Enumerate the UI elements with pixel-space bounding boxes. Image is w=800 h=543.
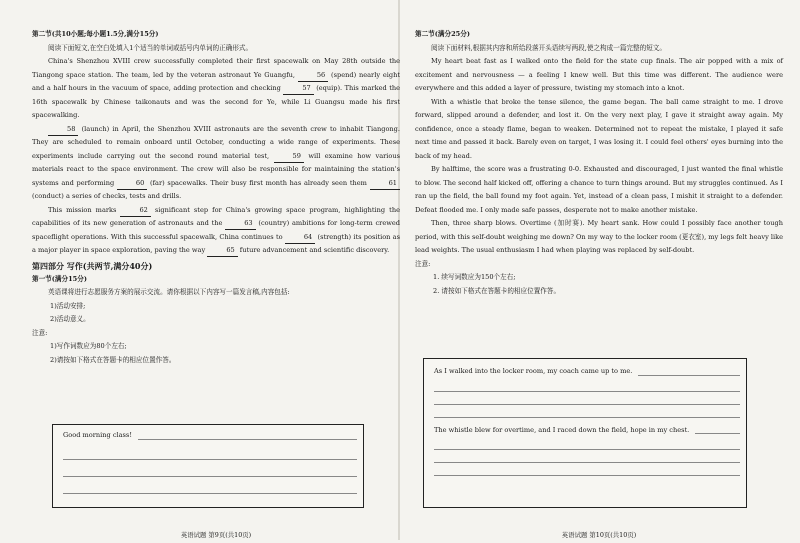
blank-number: 63 [225, 218, 255, 230]
passage-text: will examine how various materials react to the space environment. The crew will also be responsible for maintaining the station's systems and performing [32, 151, 400, 187]
blank-number: 65 [207, 245, 237, 257]
blank-number: 58 [48, 124, 78, 136]
passage-text: future advancement and scientific discovery. [237, 246, 390, 254]
passage-text: (country) ambitions for long-term crewed spaceflight operations. With this successful spacewalk, China continues to [32, 219, 400, 241]
instruction: 阅读下面材料,根据其内容和所给段落开头语续写两段,使之构成一篇完整的短文。 [431, 43, 666, 52]
answer-line [638, 375, 740, 376]
paragraph-opening-2: The whistle blew for overtime, and I raced down the field, hope in my chest. [434, 425, 690, 434]
answer-line [63, 476, 357, 477]
section-heading: 第一节(满分15分) [32, 274, 87, 283]
answer-line [138, 439, 357, 440]
answer-line [434, 417, 740, 418]
task-point: 2)活动意义。 [50, 315, 90, 323]
blank-number: 56 [298, 70, 328, 82]
task-point: 1)活动安排; [50, 301, 86, 310]
passage-text: (strength) its position as a major player in space exploration, paving the way [32, 232, 400, 254]
passage-text: China's Shenzhou XVIII crew successfully completed their first spacewalk on May 28th outside the Tiangong space station. The team, led by the veteran astronaut Ye Guangfu, [32, 57, 400, 79]
note-item: 2. 请按如下格式在答题卡的相应位置作答。 [433, 286, 561, 295]
passage-paragraph [32, 204, 400, 258]
answer-line [434, 475, 740, 476]
part-heading: 第四部分 写作(共两节,满分40分) [32, 260, 153, 271]
blank-number: 57 [283, 83, 313, 95]
section-heading: 第二节(满分25分) [415, 30, 470, 38]
blank-number: 59 [274, 151, 304, 163]
passage-text: (spend) nearly eight and a half hours in the vacuum of space, adding protection and checking [32, 70, 400, 92]
passage-paragraph [32, 55, 400, 123]
left-page [32, 28, 400, 539]
story-paragraph: Then, three sharp blows. Overtime (加时赛). My heart sank. How could I possibly face another tough period, with this self-doubt weighing me down? On my way to the locker room (更衣室), my legs felt heavy like lead weights. The usual enthusiasm I had when playing was replaced by self-doubt. [415, 219, 784, 254]
note-item: 1)写作词数应为80个左右; [50, 342, 127, 350]
answer-box [52, 424, 364, 508]
passage-text: (far) spacewalks. Their busy first month has already seen them [147, 178, 370, 187]
page-footer: 英语试题 第10页(共10页) [561, 531, 637, 539]
blank-number: 60 [117, 178, 147, 190]
answer-line [434, 391, 740, 392]
note-item: 1. 续写词数应为150个左右; [433, 273, 516, 281]
passage-text: (conduct) a series of checks, tests and drills. [32, 192, 182, 200]
answer-box [423, 358, 747, 508]
story-paragraph: With a whistle that broke the tense silence, the game began. The ball came straight to me. I drove forward, slipped around a defender, and lost it. On the very next play, I gave it straight away again. My confidence, once a steady flame, began to weaken. Determined not to repeat the mistake, I played it safe next time and passed it back. Barely even on target, I was losing it. I could feel others' eyes burning into the back of my head. [415, 97, 783, 160]
passage-text: This mission marks [48, 205, 121, 214]
passage-text: (equip). This marked the 16th spacewalk by Chinese taikonauts and was the second for Ye, while Li Guangsu made his first spacewalking. [32, 84, 400, 119]
story-paragraph: My heart beat fast as I walked onto the field for the state cup finals. The air popped with a mix of excitement and nervousness — a feeling I knew well. But this time was different. The audience were everywhere and this added a layer of pressure, twisting my stomach into a knot. [415, 57, 783, 92]
notes-label: 注意: [32, 328, 48, 337]
story-paragraph: By halftime, the score was a frustrating 0-0. Exhausted and discouraged, I just wanted the final whistle to blow. The second half kicked off, offering a chance to turn things around. But my struggles continued. As I ran up the field, the ball found my foot again. Yet, instead of a clean pass, I mishit it straight to a defender. Defeat flooded me. I only made safe passes, desperate not to make another mistake. [415, 165, 783, 214]
writing-task: 英语课将进行志愿服务方案的展示交流。请你根据以下内容写一篇发言稿,内容包括: [48, 288, 290, 296]
cloze-passage [32, 55, 400, 258]
blank-number: 61 [370, 178, 400, 190]
answer-start-sentence: Good morning class! [63, 431, 132, 439]
answer-line [434, 404, 740, 405]
answer-line [434, 462, 740, 463]
passage-paragraph [32, 123, 400, 204]
answer-line [695, 433, 740, 434]
answer-line [434, 449, 740, 450]
note-item: 2)请按如下格式在答题卡的相应位置作答。 [50, 355, 176, 364]
paragraph-opening-1: As I walked into the locker room, my coach came up to me. [434, 367, 633, 375]
blank-number: 64 [285, 232, 315, 244]
passage-text: (launch) in April, the Shenzhou XVIII astronauts are the seventh crew to inhabit Tiangong. They are scheduled to remain onboard until October, conducting a wide range of experiments. These experiments include carrying out the second round material test, [32, 124, 400, 160]
instruction: 阅读下面短文,在空白处填入1个适当的单词或括号内单词的正确形式。 [48, 43, 253, 52]
passage-text: significant step for China's growing space program, highlighting the capabilities of its new generation of astronauts and the [32, 205, 400, 227]
answer-line [63, 459, 357, 460]
page-footer: 英语试题 第9页(共10页) [180, 531, 252, 539]
answer-line [63, 493, 357, 494]
right-page [415, 28, 784, 539]
notes-label: 注意: [415, 259, 431, 268]
blank-number: 62 [120, 205, 150, 217]
section-heading: 第二节(共10小题;每小题1.5分,满分15分) [32, 30, 159, 38]
